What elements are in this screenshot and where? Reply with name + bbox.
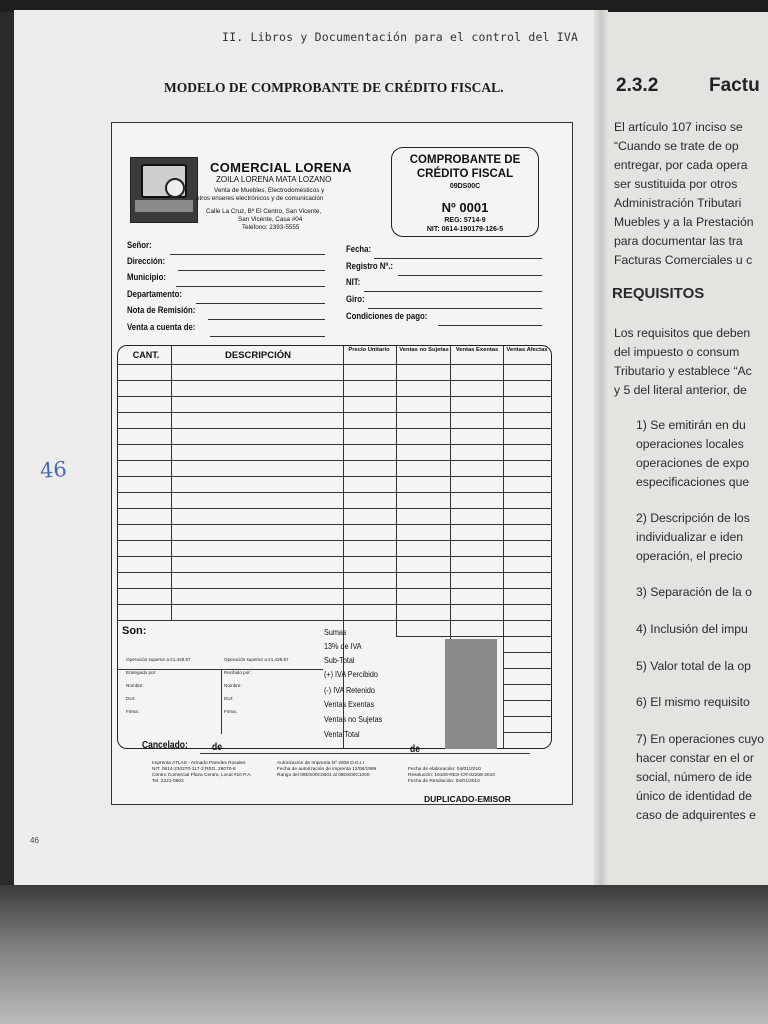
section-number: 2.3.2 [616, 75, 659, 96]
tv-icon [141, 164, 187, 198]
document-title: MODELO DE COMPROBANTE DE CRÉDITO FISCAL. [164, 80, 504, 95]
resolution-info: Fecha de elaboración: 04/01/2010 [408, 767, 481, 772]
column-header: DESCRIPCIÓN [225, 350, 291, 361]
margin-annotation: 46 [39, 457, 68, 483]
company-info-line: San Vicente, Casa #04 [238, 216, 303, 223]
nit-number: NIT: 0614-190179-126-5 [426, 226, 504, 233]
requirement-item: 4) Inclusión del impu [636, 622, 748, 636]
field-nit: NIT: [346, 277, 361, 288]
paragraph-line: Administración Tributari [614, 196, 742, 210]
field-line [176, 286, 325, 287]
table-rule [503, 732, 552, 733]
field-municipio: Municipio: [127, 272, 166, 283]
op-field: DUI: [126, 696, 136, 701]
requirement-item: 1) Se emitirán en du [636, 418, 746, 432]
requirement-line: especificaciones que [636, 475, 750, 489]
table-row [118, 396, 552, 397]
paragraph-line: para documentar las tra [614, 234, 743, 248]
table-row [118, 540, 552, 541]
field-direccion: Dirección: [127, 256, 166, 267]
field-departamento: Departamento: [127, 289, 182, 300]
authorization-info: Fecha de autorización de imprenta 12/08/1999 [277, 767, 377, 772]
son-label: Son: [122, 625, 147, 637]
total-label: 13% de IVA [324, 641, 362, 651]
op-field: Firma: [224, 709, 238, 714]
company-info-line: Teléfono: 2393-5555 [242, 224, 300, 231]
table-rule [221, 669, 222, 734]
table-rule [503, 716, 552, 717]
table-rule [503, 668, 552, 669]
company-info-line: Venta de Muebles, Electrodomésticos y [214, 187, 325, 194]
table-row [118, 556, 552, 557]
op-note: Operación superior a ¢1,428.57 [126, 657, 191, 662]
de-label: de [410, 744, 420, 755]
total-label: Sumas [324, 627, 347, 637]
op-field: Recibido por: [224, 670, 252, 675]
table-row [118, 604, 552, 605]
column-header: Ventas Afectas [506, 347, 548, 353]
field-line [374, 258, 542, 259]
de-label: de [212, 742, 222, 753]
requirement-item: 3) Separación de la o [636, 585, 752, 599]
credit-box-title: COMPROBANTE DE [409, 154, 521, 166]
requirement-item: 6) El mismo requisito [636, 695, 750, 709]
paragraph-line: El artículo 107 inciso se [614, 120, 743, 134]
op-field: Firma: [126, 709, 140, 714]
table-row [118, 492, 552, 493]
company-name: COMERCIAL LORENA [210, 160, 352, 175]
field-registro: Registro Nº.: [346, 261, 393, 272]
requirement-line: social, número de ide [636, 770, 752, 784]
field-fecha: Fecha: [346, 244, 372, 255]
total-label: (+) IVA Percibido [324, 669, 378, 679]
table-rule [396, 636, 552, 637]
column-header: Ventas Exentas [455, 347, 499, 353]
table-row [118, 524, 552, 525]
book-gutter [594, 10, 608, 890]
table-rule [396, 346, 397, 636]
field-line [178, 270, 325, 271]
op-note: Operación superior a ¢1,428.57 [224, 657, 289, 662]
field-line [200, 753, 530, 754]
shaded-totals-cell [445, 639, 497, 749]
op-field: Entregado por: [126, 670, 157, 675]
field-venta-cuenta: Venta a cuenta de: [127, 322, 196, 333]
requirement-line: operaciones locales [636, 437, 744, 451]
dial-icon [165, 178, 185, 198]
company-owner: ZOILA LORENA MATA LOZANO [216, 175, 332, 184]
requisitos-heading: REQUISITOS [612, 285, 705, 302]
table-row [118, 460, 552, 461]
table-row [118, 476, 552, 477]
page-number: 46 [30, 836, 39, 845]
paragraph-line: Facturas Comerciales u c [614, 253, 753, 267]
credit-fiscal-form [111, 122, 573, 805]
column-header: CANT. [132, 350, 160, 360]
printer-info: Imprenta ATLAS - Armado Paredes Rosales [152, 761, 246, 766]
table-row [118, 444, 552, 445]
field-line [210, 336, 325, 337]
table-row [118, 428, 552, 429]
credit-box-series: 09DS00C [449, 183, 481, 190]
field-line [170, 254, 325, 255]
op-field: Nombre: [224, 683, 242, 688]
requirement-item: 2) Descripción de los [636, 511, 750, 525]
requirement-line: operaciones de expo [636, 456, 750, 470]
table-row [118, 508, 552, 509]
document-number: Nº 0001 [441, 200, 489, 215]
table-row [118, 412, 552, 413]
total-label: Sub-Total [324, 655, 355, 665]
total-label: Ventas Exentas [324, 699, 375, 709]
resolution-info: Fecha de Resolución: 04/01/2010 [408, 779, 480, 784]
table-rule [503, 700, 552, 701]
table-row [118, 588, 552, 589]
requirement-item: 7) En operaciones cuyo [636, 732, 765, 746]
scan-bottom-edge [0, 885, 768, 1024]
field-line [438, 325, 542, 326]
requirement-line: hacer constar en el or [636, 751, 754, 765]
field-line [368, 308, 542, 309]
paragraph-line: Los requisitos que deben [614, 326, 751, 340]
paragraph-line: Tributario y establece “Ac [614, 364, 752, 378]
printer-info: Tel. 2221-0602 [152, 779, 184, 784]
table-rule [503, 684, 552, 685]
op-field: Nombre: [126, 683, 144, 688]
column-header: Ventas no Sujetas [399, 347, 449, 353]
requirement-line: único de identidad de [636, 789, 752, 803]
running-header: II. Libros y Documentación para el control del IVA [222, 30, 579, 44]
table-rule [503, 652, 552, 653]
requirement-item: 5) Valor total de la op [636, 659, 751, 673]
table-row [118, 380, 552, 381]
copy-label: DUPLICADO-EMISOR [424, 794, 511, 804]
table-row [118, 620, 552, 621]
field-nota-remision: Nota de Remisión: [127, 305, 196, 316]
resolution-info: Resolución: 16106-RES-CR-02269-2010 [408, 773, 495, 778]
table-rule [171, 346, 172, 621]
company-info-line: otros enseres electrónicos y de comunicación [196, 195, 324, 202]
registry-number: REG: 5714-9 [444, 217, 486, 224]
field-line [398, 275, 542, 276]
company-logo [130, 157, 198, 223]
paragraph-line: y 5 del literal anterior, de [614, 383, 747, 397]
requirement-line: operación, el precio [636, 549, 743, 563]
paragraph-line: Muebles y a la Prestación [614, 215, 754, 229]
requirement-line: individualizar e iden [636, 530, 744, 544]
credit-box-title: CRÉDITO FISCAL [416, 168, 514, 180]
section-title: Factu [709, 75, 760, 96]
table-rule [503, 346, 504, 749]
authorization-info: Autorización de Imprenta Nº 2006 D.G.I.I [277, 761, 365, 766]
cancelado-label: Cancelado: [142, 740, 188, 751]
field-line [208, 319, 325, 320]
field-line [196, 303, 325, 304]
authorization-info: Rango del 09DS00C0001 al 09DS00C1000 [277, 773, 370, 778]
paragraph-line: entregar, por cada opera [614, 158, 748, 172]
total-label: Venta Total [324, 729, 360, 739]
field-condiciones: Condiciones de pago: [346, 311, 428, 322]
table-row [118, 572, 552, 573]
field-giro: Giro: [346, 294, 365, 305]
paragraph-line: del impuesto o consum [614, 345, 740, 359]
paragraph-line: ser sustituida por otros [614, 177, 738, 191]
credit-fiscal-box [391, 147, 539, 237]
total-label: (-) IVA Retenido [324, 685, 375, 695]
right-page [600, 12, 768, 892]
printer-info: Centro Comercial Plaza Centro, Local #10 P.A. [152, 773, 252, 778]
field-senor: Señor: [127, 240, 152, 251]
printer-info: NIT. 0614-230270-117-3 REG. 26070-8 [152, 767, 236, 772]
paragraph-line: “Cuando se trate de op [614, 139, 739, 153]
op-field: DUI: [224, 696, 234, 701]
furniture-icon [135, 200, 193, 212]
field-line [364, 291, 542, 292]
company-info-line: Calle La Cruz, Bº El Centro, San Vicente, [206, 208, 322, 215]
table-rule [118, 364, 552, 365]
requirement-line: caso de adquirentes e [636, 808, 756, 822]
column-header: Precio Unitario [348, 347, 390, 353]
total-label: Ventas no Sujetas [324, 714, 383, 724]
